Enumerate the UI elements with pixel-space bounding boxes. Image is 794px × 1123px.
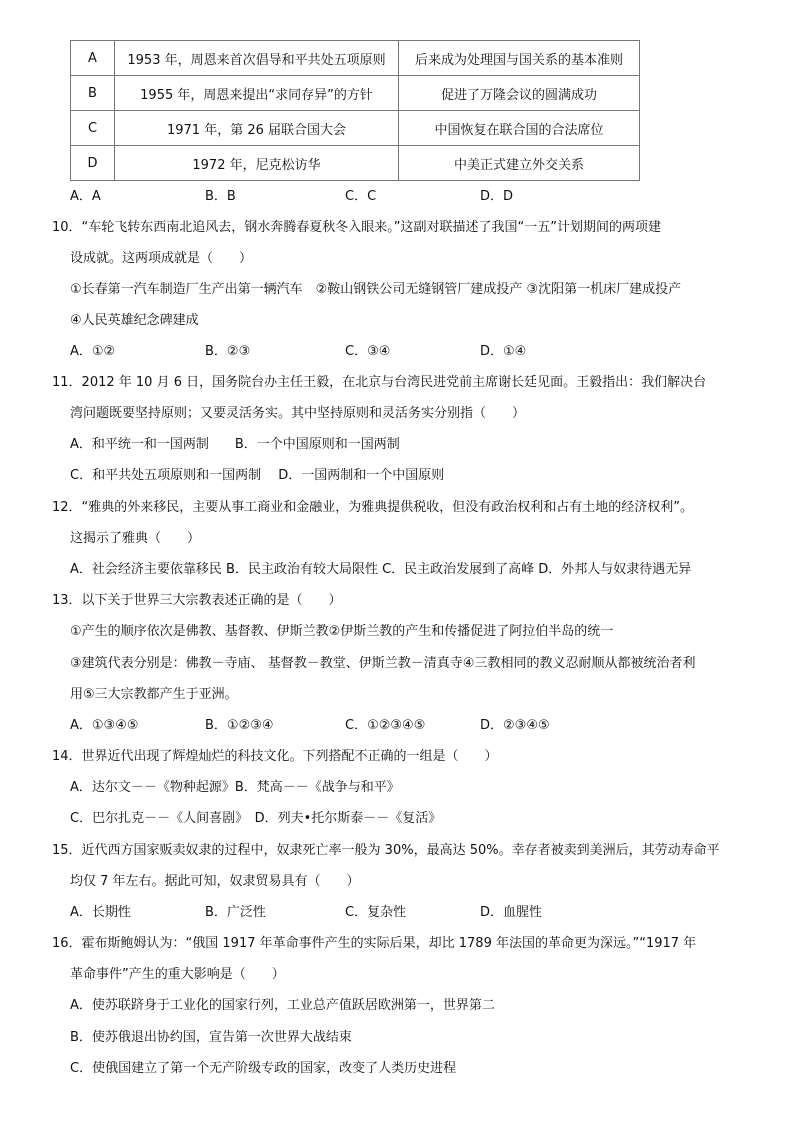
q13-items-line2: ③建筑代表分别是：佛教－寺庙、 基督教－教堂、伊斯兰教－清真寺④三教相同的教义忍耐顺从都被统治者利 bbox=[70, 656, 696, 671]
q10-choice-b[interactable]: B．②③ bbox=[205, 344, 251, 359]
q14-choices-line2[interactable]: C．巴尔扎克－－《人间喜剧》 D．列夫•托尔斯泰－－《复活》 bbox=[70, 811, 442, 826]
q10-choice-a[interactable]: A．①② bbox=[70, 344, 116, 359]
row-label: A bbox=[71, 41, 115, 76]
q13-choice-d[interactable]: D．②③④⑤ bbox=[480, 718, 550, 733]
row-event: 1953 年，周恩来首次倡导和平共处五项原则 bbox=[115, 41, 399, 76]
q15-choice-c[interactable]: C．复杂性 bbox=[345, 905, 407, 920]
q16-option-b[interactable]: B．使苏俄退出协约国，宣告第一次世界大战结束 bbox=[70, 1030, 352, 1045]
q13-stem: 13．以下关于世界三大宗教表述正确的是（ ） bbox=[52, 593, 342, 608]
q11-choices-line2[interactable]: C．和平共处五项原则和一国两制 D．一国两制和一个中国原则 bbox=[70, 468, 445, 483]
q10-stem-line2: 设成就。这两项成就是（ ） bbox=[70, 251, 253, 266]
q12-stem-line1: 12．“雅典的外来移民，主要从事工商业和金融业，为雅典提供税收，但没有政治权利和占有土地的经济权利”。 bbox=[52, 500, 694, 515]
q12-choices-line[interactable]: A．社会经济主要依靠移民 B．民主政治有较大局限性 C．民主政治发展到了高峰 D．外邦人与奴隶待遇无异 bbox=[70, 562, 692, 577]
table-row bbox=[71, 41, 640, 76]
q9-options-table bbox=[70, 40, 640, 181]
q14-stem: 14．世界近代出现了辉煌灿烂的科技文化。下列搭配不正确的一组是（ ） bbox=[52, 749, 498, 764]
q16-option-a[interactable]: A．使苏联跻身于工业化的国家行列，工业总产值跃居欧洲第一，世界第二 bbox=[70, 998, 495, 1013]
q16-option-c[interactable]: C．使俄国建立了第一个无产阶级专政的国家，改变了人类历史进程 bbox=[70, 1061, 457, 1076]
row-result: 中国恢复在联合国的合法席位 bbox=[399, 111, 640, 146]
row-event: 1972 年，尼克松访华 bbox=[115, 146, 399, 181]
row-event: 1971 年，第 26 届联合国大会 bbox=[115, 111, 399, 146]
q15-choice-b[interactable]: B．广泛性 bbox=[205, 905, 266, 920]
q12-stem-line2: 这揭示了雅典（ ） bbox=[70, 531, 201, 546]
q10-stem-line1: 10．“车轮飞转东西南北追风去，钢水奔腾春夏秋冬入眼来。”这副对联描述了我国“一五”计划期间的两项建 bbox=[52, 220, 661, 235]
table-row bbox=[71, 76, 640, 111]
row-result: 后来成为处理国与国关系的基本准则 bbox=[399, 41, 640, 76]
q11-stem-line1: 11．2012 年 10 月 6 日，国务院台办主任王毅，在北京与台湾民进党前主席谢长廷见面。王毅指出：我们解决台 bbox=[52, 375, 707, 390]
row-result: 中美正式建立外交关系 bbox=[399, 146, 640, 181]
row-label: D bbox=[71, 146, 115, 181]
q13-items-line1: ①产生的顺序依次是佛教、基督教、伊斯兰教②伊斯兰教的产生和传播促进了阿拉伯半岛的统一 bbox=[70, 624, 614, 639]
row-result: 促进了万隆会议的圆满成功 bbox=[399, 76, 640, 111]
q14-choices-line1[interactable]: A．达尔文－－《物种起源》B．梵高－－《战争与和平》 bbox=[70, 780, 400, 795]
q15-stem-line1: 15．近代西方国家贩卖奴隶的过程中，奴隶死亡率一般为 30%，最高达 50%。幸存者被卖到美洲后，其劳动寿命平 bbox=[52, 843, 720, 858]
q9-choice-c[interactable]: C．C bbox=[345, 189, 377, 204]
q16-stem-line2: 革命事件”产生的重大影响是（ ） bbox=[70, 967, 285, 982]
q16-stem-line1: 16．霍布斯鲍姆认为：“俄国 1917 年革命事件产生的实际后果，却比 1789 年法国的革命更为深远。”“1917 年 bbox=[52, 936, 697, 951]
q10-items-line1: ①长春第一汽车制造厂生产出第一辆汽车 ②鞍山钢铁公司无缝钢管厂建成投产 ③沈阳第一机床厂建成投产 bbox=[70, 282, 682, 297]
q11-stem-line2: 湾问题既要坚持原则；又要灵活务实。其中坚持原则和灵活务实分别指（ ） bbox=[70, 406, 526, 421]
q11-choices-line1[interactable]: A．和平统一和一国两制 B．一个中国原则和一国两制 bbox=[70, 437, 400, 452]
row-event: 1955 年，周恩来提出“求同存异”的方针 bbox=[115, 76, 399, 111]
q15-stem-line2: 均仅 7 年左右。据此可知，奴隶贸易具有（ ） bbox=[70, 874, 360, 889]
q15-choice-d[interactable]: D．血腥性 bbox=[480, 905, 543, 920]
q13-choice-c[interactable]: C．①②③④⑤ bbox=[345, 718, 426, 733]
q13-choice-b[interactable]: B．①②③④ bbox=[205, 718, 274, 733]
q13-items-line3: 用⑤三大宗教都产生于亚洲。 bbox=[70, 687, 238, 702]
row-label: B bbox=[71, 76, 115, 111]
row-label: C bbox=[71, 111, 115, 146]
q10-choice-d[interactable]: D．①④ bbox=[480, 344, 527, 359]
table-row bbox=[71, 111, 640, 146]
q9-choice-d[interactable]: D．D bbox=[480, 189, 514, 204]
q15-choice-a[interactable]: A．长期性 bbox=[70, 905, 131, 920]
q9-choice-b[interactable]: B．B bbox=[205, 189, 236, 204]
q10-choice-c[interactable]: C．③④ bbox=[345, 344, 391, 359]
q13-choice-a[interactable]: A．①③④⑤ bbox=[70, 718, 139, 733]
q10-items-line2: ④人民英雄纪念碑建成 bbox=[70, 313, 199, 328]
q9-choice-a[interactable]: A．A bbox=[70, 189, 101, 204]
table-row bbox=[71, 146, 640, 181]
